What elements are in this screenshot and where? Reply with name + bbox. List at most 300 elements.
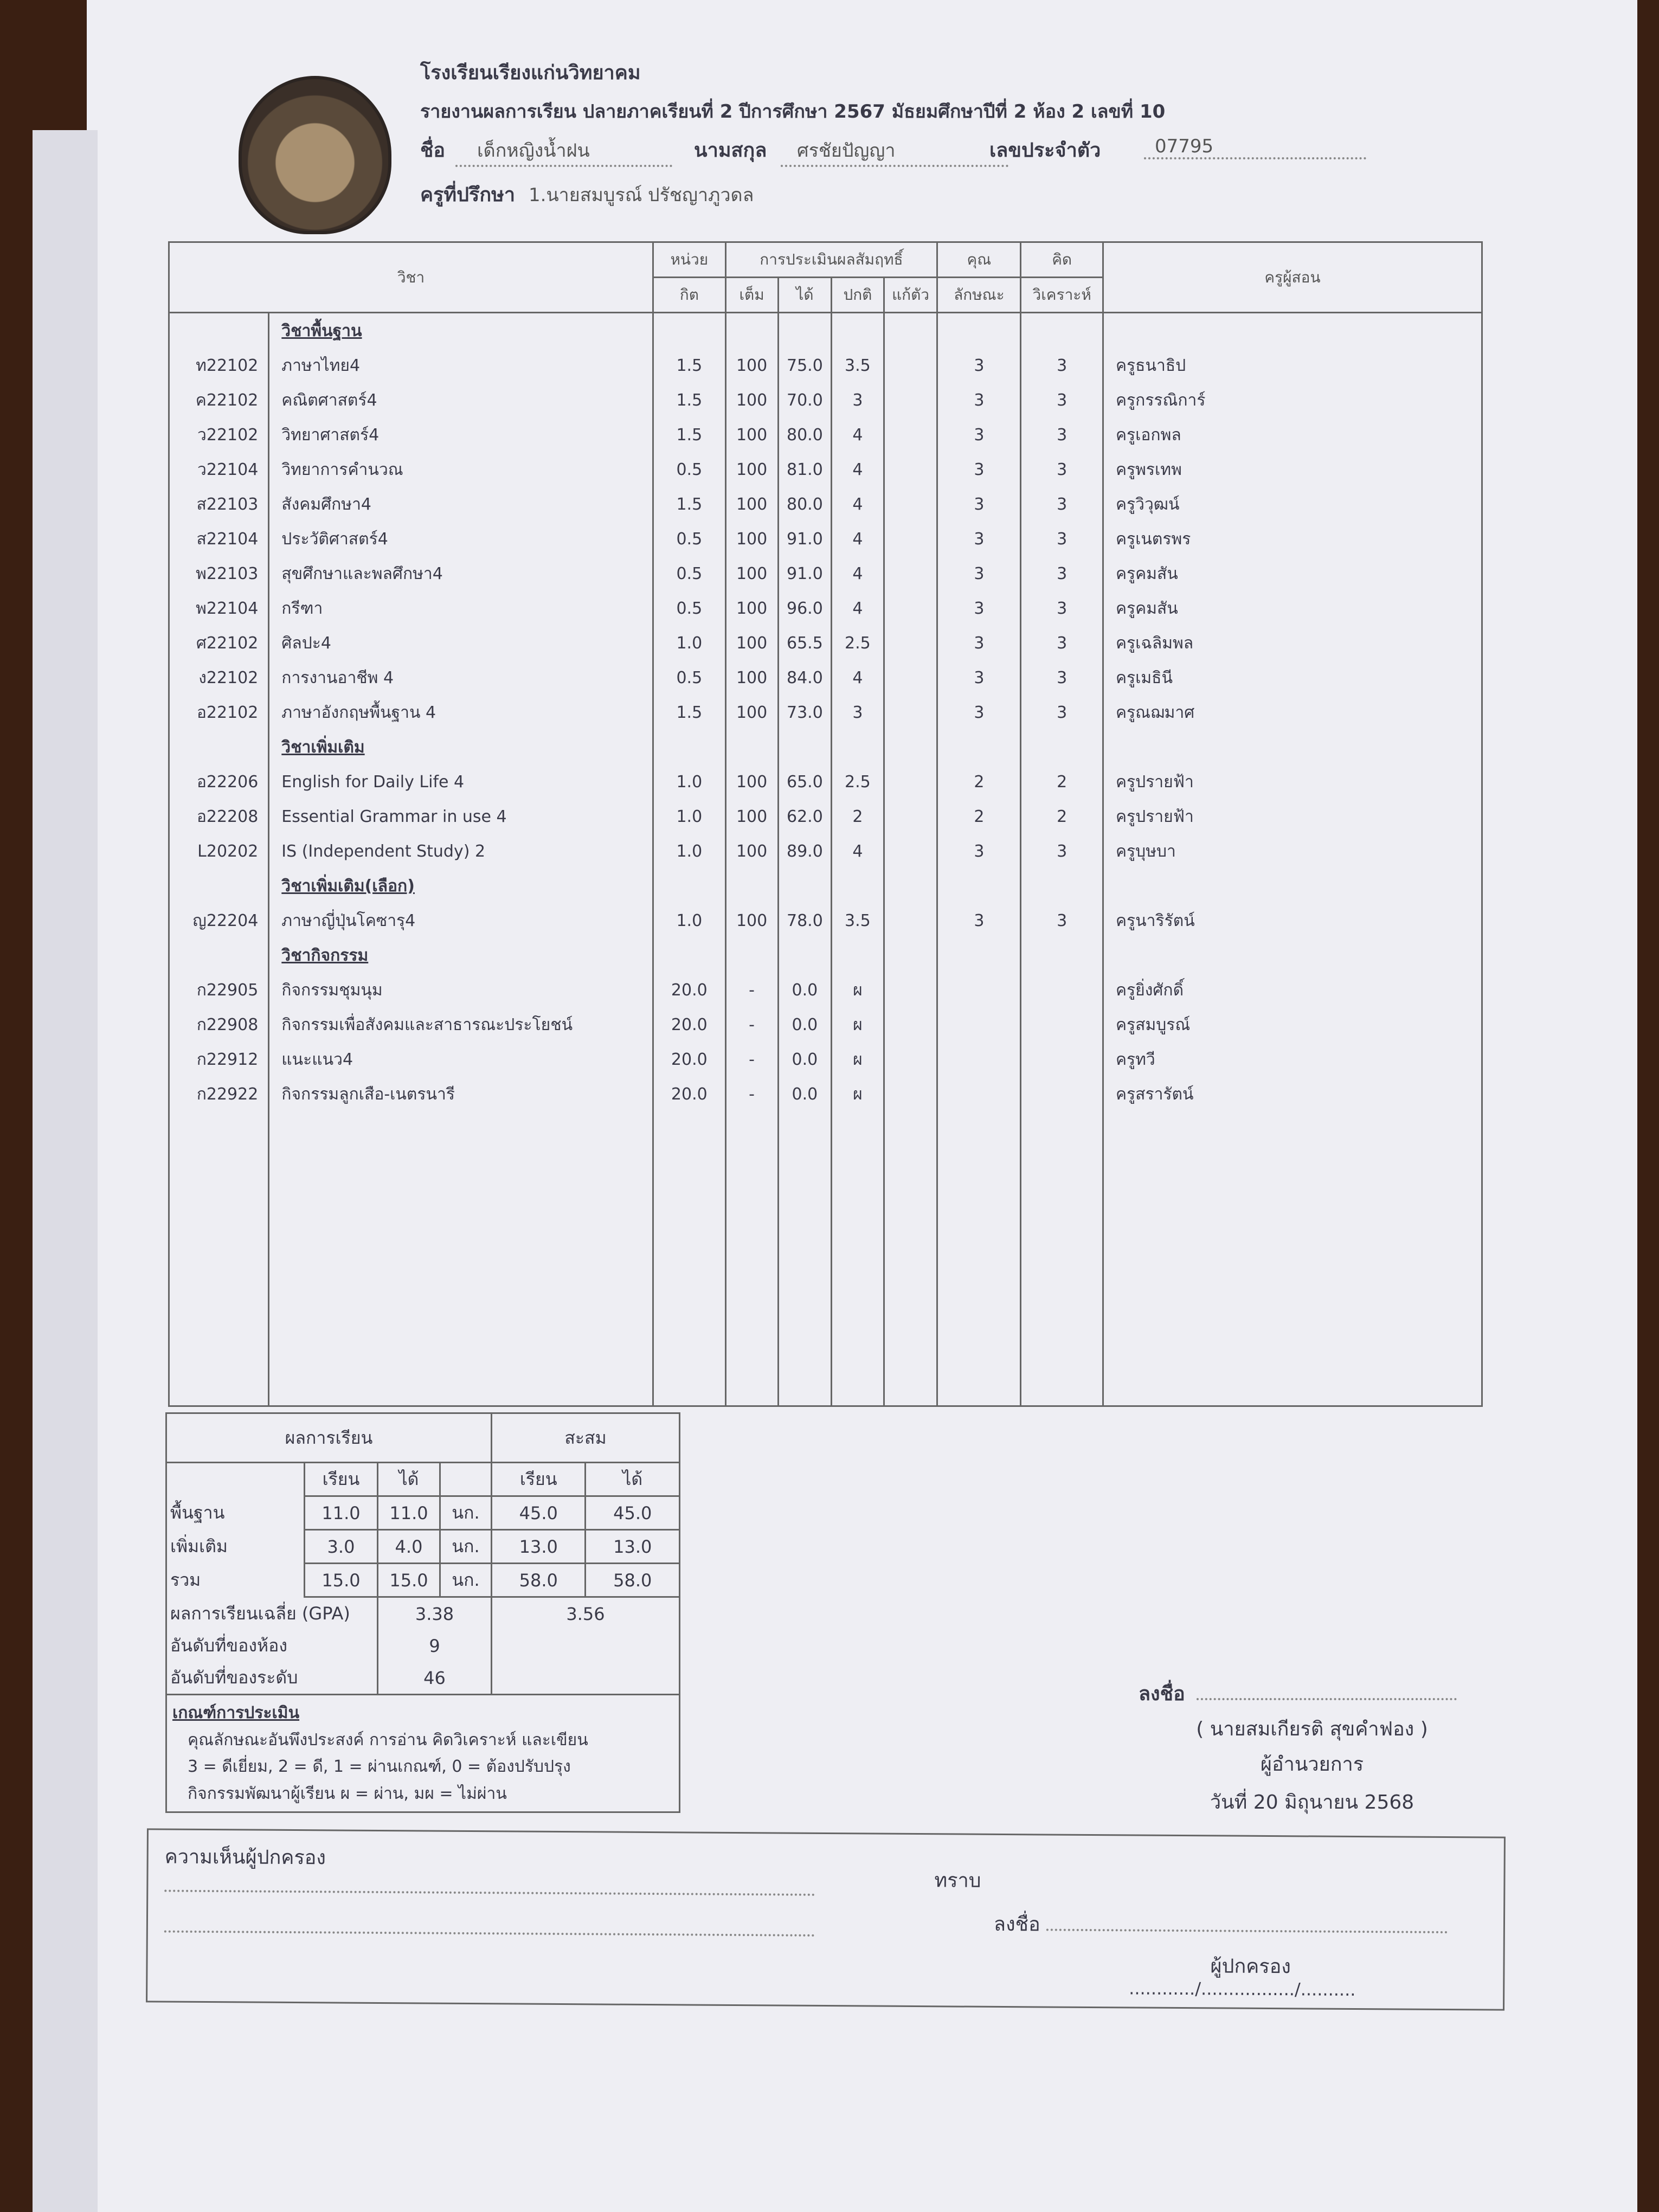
cell-grade: 4 [832, 452, 884, 487]
teacher-name: ครูเฉลิมพล [1103, 626, 1482, 660]
cell-full: - [725, 973, 778, 1007]
cell-got: 91.0 [778, 522, 831, 556]
cell-think [1021, 1042, 1103, 1077]
subject-name: กรีฑา [269, 591, 653, 626]
criteria-title: เกณฑ์การประเมิน [172, 1703, 300, 1722]
director-sign-label: ลงชื่อ [1139, 1683, 1185, 1705]
table-row [169, 764, 1482, 799]
cell-grade: ผ [832, 973, 884, 1007]
cell-credit: 20.0 [653, 1007, 725, 1042]
col-char-2: ลักษณะ [937, 278, 1021, 313]
cell-got: 0.0 [778, 1042, 831, 1077]
empty-cell [725, 313, 778, 349]
empty-cell [653, 938, 725, 973]
teacher-name: ครูนาริรัตน์ [1103, 903, 1482, 938]
table-row [169, 973, 1482, 1007]
cell-remedial [884, 834, 937, 869]
summary-got: 4.0 [378, 1530, 440, 1564]
cell-got: 0.0 [778, 973, 831, 1007]
summary-row [166, 1564, 680, 1597]
cell-grade: 4 [832, 834, 884, 869]
section-spacer [169, 869, 269, 903]
summary-row-label: เพิ่มเติม [166, 1530, 305, 1564]
empty-cell [832, 730, 884, 764]
cell-think [1021, 1007, 1103, 1042]
cell-got: 81.0 [778, 452, 831, 487]
cell-grade: ผ [832, 1042, 884, 1077]
table-row [169, 417, 1482, 452]
grades-table [168, 241, 1483, 1407]
teacher-name: ครูธนาธิป [1103, 348, 1482, 383]
cell-full: 100 [725, 660, 778, 695]
summary-acc_got: 13.0 [586, 1530, 680, 1564]
filler-cell [169, 1111, 269, 1406]
subject-code: อ22102 [169, 695, 269, 730]
empty-cell [832, 313, 884, 349]
subject-name: ภาษาไทย4 [269, 348, 653, 383]
summary-unit: นก. [440, 1530, 492, 1564]
cell-full: 100 [725, 522, 778, 556]
name-label: ชื่อ [420, 139, 446, 162]
cell-credit: 20.0 [653, 973, 725, 1007]
subject-code: อ22208 [169, 799, 269, 834]
cell-char: 2 [937, 764, 1021, 799]
empty-cell [1021, 730, 1103, 764]
col-credit: หน่วย [653, 242, 725, 278]
criteria-line-3: กิจกรรมพัฒนาผู้เรียน ผ = ผ่าน, มผ = ไม่ผ่าน [188, 1784, 507, 1803]
subject-name: กิจกรรมลูกเสือ-เนตรนารี [269, 1077, 653, 1111]
cell-remedial [884, 1077, 937, 1111]
cell-think: 3 [1021, 695, 1103, 730]
criteria-line-2: 3 = ดีเยี่ยม, 2 = ดี, 1 = ผ่านเกณฑ์, 0 = ต้องปรับปรุง [188, 1757, 571, 1776]
cell-grade: 4 [832, 660, 884, 695]
subject-code: พ22104 [169, 591, 269, 626]
cell-credit: 0.5 [653, 556, 725, 591]
cell-grade: 4 [832, 487, 884, 522]
cell-got: 70.0 [778, 383, 831, 417]
table-row [169, 1007, 1482, 1042]
school-name: โรงเรียนเรียงแก่นวิทยาคม [420, 62, 641, 84]
cell-got: 80.0 [778, 487, 831, 522]
section-spacer [169, 938, 269, 973]
advisor-label: ครูที่ปรึกษา [420, 184, 516, 206]
empty-cell [653, 869, 725, 903]
section-row [169, 313, 1482, 349]
col-subject: วิชา [169, 242, 653, 313]
advisor-name: 1.นายสมบูรณ์ ปรัชญาภูวดล [529, 184, 754, 206]
subject-name: สังคมศึกษา4 [269, 487, 653, 522]
cell-got: 65.0 [778, 764, 831, 799]
subject-code: ก22912 [169, 1042, 269, 1077]
col-think-2: วิเคราะห์ [1021, 278, 1103, 313]
parent-title: ผู้ปกครอง [1210, 1955, 1291, 1978]
opinion-line-2[interactable] [164, 1931, 815, 1937]
cell-think: 3 [1021, 487, 1103, 522]
empty-cell [778, 313, 831, 349]
empty-cell [725, 869, 778, 903]
cell-char: 3 [937, 556, 1021, 591]
subject-name: วิทยาศาสตร์4 [269, 417, 653, 452]
cell-full: 100 [725, 626, 778, 660]
cell-got: 84.0 [778, 660, 831, 695]
cell-full: 100 [725, 417, 778, 452]
table-row [169, 556, 1482, 591]
empty-cell [653, 730, 725, 764]
level-rank: 46 [378, 1662, 492, 1695]
cell-char [937, 973, 1021, 1007]
filler-cell [269, 1111, 653, 1406]
cell-char: 3 [937, 348, 1021, 383]
cell-got: 65.5 [778, 626, 831, 660]
cell-credit: 1.5 [653, 695, 725, 730]
summary-got-header: ได้ [378, 1463, 440, 1496]
subject-name: กิจกรรมชุมนุม [269, 973, 653, 1007]
empty-cell [884, 869, 937, 903]
cell-think: 2 [1021, 764, 1103, 799]
cell-remedial [884, 764, 937, 799]
col-got: ได้ [778, 278, 831, 313]
table-row [169, 452, 1482, 487]
cell-credit: 1.0 [653, 626, 725, 660]
cell-think: 3 [1021, 522, 1103, 556]
col-char: คุณ [937, 242, 1021, 278]
student-id: 07795 [1144, 136, 1366, 159]
teacher-name: ครูเอกพล [1103, 417, 1482, 452]
summary-row [166, 1530, 680, 1564]
cell-think [1021, 1077, 1103, 1111]
cell-credit: 1.5 [653, 417, 725, 452]
cell-char: 3 [937, 626, 1021, 660]
cell-think: 3 [1021, 903, 1103, 938]
subject-name: สุขศึกษาและพลศึกษา4 [269, 556, 653, 591]
cell-full: 100 [725, 348, 778, 383]
col-assessment: การประเมินผลสัมฤทธิ์ [725, 242, 937, 278]
summary-table [165, 1412, 680, 1813]
summary-study: 15.0 [305, 1564, 378, 1597]
cell-grade: 2 [832, 799, 884, 834]
subject-name: แนะแนว4 [269, 1042, 653, 1077]
cell-got: 96.0 [778, 591, 831, 626]
filler-cell [832, 1111, 884, 1406]
cell-grade: 3 [832, 695, 884, 730]
subject-code: ว22104 [169, 452, 269, 487]
empty-cell [1021, 869, 1103, 903]
col-think: คิด [1021, 242, 1103, 278]
school-logo-emblem [239, 76, 391, 234]
cell-char [937, 1042, 1021, 1077]
cell-char: 3 [937, 695, 1021, 730]
teacher-name: ครูสมบูรณ์ [1103, 1007, 1482, 1042]
subject-name: ประวัติศาสตร์4 [269, 522, 653, 556]
cell-remedial [884, 591, 937, 626]
section-row [169, 869, 1482, 903]
cell-credit: 1.0 [653, 834, 725, 869]
subject-code: ค22102 [169, 383, 269, 417]
subject-name: การงานอาชีพ 4 [269, 660, 653, 695]
summary-acc-study-header: เรียน [492, 1463, 586, 1496]
cell-grade: ผ [832, 1077, 884, 1111]
cell-credit: 1.0 [653, 764, 725, 799]
parent-sign-line[interactable] [994, 1908, 1448, 1942]
empty-cell [1103, 869, 1482, 903]
cell-full: 100 [725, 556, 778, 591]
cell-remedial [884, 383, 937, 417]
col-teacher: ครูผู้สอน [1103, 242, 1482, 313]
teacher-name: ครูกรรณิการ์ [1103, 383, 1482, 417]
empty-cell [653, 313, 725, 349]
cell-full: 100 [725, 591, 778, 626]
filler-cell [1021, 1111, 1103, 1406]
cell-remedial [884, 799, 937, 834]
cell-remedial [884, 556, 937, 591]
cell-char: 3 [937, 487, 1021, 522]
subject-name: ภาษาญี่ปุ่นโคซารุ4 [269, 903, 653, 938]
empty-cell [1103, 938, 1482, 973]
cell-credit: 0.5 [653, 660, 725, 695]
empty-cell [1103, 313, 1482, 349]
cell-think: 3 [1021, 417, 1103, 452]
cell-got: 91.0 [778, 556, 831, 591]
summary-unit: นก. [440, 1564, 492, 1597]
table-row [169, 383, 1482, 417]
empty-cell [778, 730, 831, 764]
gpa-label: ผลการเรียนเฉลี่ย (GPA) [166, 1597, 378, 1630]
cell-full: 100 [725, 764, 778, 799]
cell-got: 78.0 [778, 903, 831, 938]
cell-full: 100 [725, 799, 778, 834]
report-date: วันที่ 20 มิถุนายน 2568 [1210, 1791, 1414, 1814]
section-row [169, 938, 1482, 973]
section-row [169, 730, 1482, 764]
cell-char: 3 [937, 660, 1021, 695]
teacher-name: ครูวิวุฒน์ [1103, 487, 1482, 522]
cell-think: 3 [1021, 591, 1103, 626]
empty-cell [832, 938, 884, 973]
cell-grade: 4 [832, 522, 884, 556]
summary-acc_study: 13.0 [492, 1530, 586, 1564]
surname-label: นามสกุล [694, 139, 767, 162]
cell-full: 100 [725, 487, 778, 522]
empty-cell [778, 869, 831, 903]
cell-char: 3 [937, 834, 1021, 869]
cell-grade: 3.5 [832, 348, 884, 383]
cell-credit: 0.5 [653, 522, 725, 556]
cell-char [937, 1007, 1021, 1042]
table-row [169, 1077, 1482, 1111]
filler-cell [725, 1111, 778, 1406]
teacher-name: ครูยิ่งศักดิ์ [1103, 973, 1482, 1007]
subject-name: Essential Grammar in use 4 [269, 799, 653, 834]
cell-got: 89.0 [778, 834, 831, 869]
parent-opinion-label: ความเห็นผู้ปกครอง [164, 1846, 326, 1869]
col-credit-2: กิต [653, 278, 725, 313]
cell-credit: 0.5 [653, 452, 725, 487]
cell-think: 3 [1021, 348, 1103, 383]
section-title: วิชากิจกรรม [269, 938, 653, 973]
cell-char: 3 [937, 522, 1021, 556]
empty-cell [884, 938, 937, 973]
subject-code: ส22103 [169, 487, 269, 522]
cell-credit: 0.5 [653, 591, 725, 626]
subject-code: L20202 [169, 834, 269, 869]
gpa-accum: 3.56 [492, 1597, 680, 1630]
cell-remedial [884, 522, 937, 556]
teacher-name: ครูเนตรพร [1103, 522, 1482, 556]
cell-remedial [884, 1007, 937, 1042]
cell-full: 100 [725, 695, 778, 730]
cell-think [1021, 973, 1103, 1007]
summary-acc_got: 58.0 [586, 1564, 680, 1597]
cell-think: 2 [1021, 799, 1103, 834]
cell-char: 3 [937, 591, 1021, 626]
class-rank-label: อันดับที่ของห้อง [166, 1630, 378, 1662]
cell-grade: ผ [832, 1007, 884, 1042]
cell-think: 3 [1021, 834, 1103, 869]
summary-study: 11.0 [305, 1496, 378, 1530]
cell-grade: 4 [832, 417, 884, 452]
table-row [169, 1042, 1482, 1077]
cell-char: 2 [937, 799, 1021, 834]
cell-char: 3 [937, 452, 1021, 487]
subject-code: ง22102 [169, 660, 269, 695]
subject-code: ส22104 [169, 522, 269, 556]
subject-name: วิทยาการคำนวณ [269, 452, 653, 487]
director-sign-line [1139, 1678, 1457, 1709]
cell-got: 75.0 [778, 348, 831, 383]
cell-credit: 20.0 [653, 1077, 725, 1111]
director-name: ( นายสมเกียรติ สุขคำฟอง ) [1196, 1718, 1428, 1740]
teacher-name: ครูเมธินี [1103, 660, 1482, 695]
parent-opinion-box [146, 1828, 1506, 2010]
summary-study: 3.0 [305, 1530, 378, 1564]
section-title: วิชาเพิ่มเติม [269, 730, 653, 764]
cell-got: 73.0 [778, 695, 831, 730]
subject-code: ศ22102 [169, 626, 269, 660]
teacher-name: ครูณฌมาศ [1103, 695, 1482, 730]
cell-think: 3 [1021, 383, 1103, 417]
table-row [169, 903, 1482, 938]
cell-think: 3 [1021, 626, 1103, 660]
summary-study-header: เรียน [305, 1463, 378, 1496]
cell-remedial [884, 348, 937, 383]
cell-think: 3 [1021, 556, 1103, 591]
summary-unit: นก. [440, 1496, 492, 1530]
summary-accum-header: สะสม [492, 1413, 680, 1463]
level-rank-label: อันดับที่ของระดับ [166, 1662, 378, 1695]
subject-code: ท22102 [169, 348, 269, 383]
empty-cell [937, 730, 1021, 764]
teacher-name: ครูปรายฟ้า [1103, 764, 1482, 799]
cell-remedial [884, 452, 937, 487]
table-row [169, 695, 1482, 730]
empty-cell [937, 938, 1021, 973]
subject-name: IS (Independent Study) 2 [269, 834, 653, 869]
cell-full: - [725, 1007, 778, 1042]
subject-name: ศิลปะ4 [269, 626, 653, 660]
col-normal: ปกติ [832, 278, 884, 313]
table-row [169, 626, 1482, 660]
cell-remedial [884, 626, 937, 660]
col-remedial: แก้ตัว [884, 278, 937, 313]
cell-grade: 4 [832, 591, 884, 626]
cell-credit: 1.5 [653, 348, 725, 383]
cell-char: 3 [937, 903, 1021, 938]
empty-cell [884, 730, 937, 764]
subject-code: ญ22204 [169, 903, 269, 938]
cell-char: 3 [937, 417, 1021, 452]
empty-cell [1021, 938, 1103, 973]
director-title: ผู้อำนวยการ [1260, 1753, 1364, 1776]
summary-got: 15.0 [378, 1564, 440, 1597]
opinion-line-1[interactable] [164, 1890, 815, 1896]
teacher-name: ครูสรารัตน์ [1103, 1077, 1482, 1111]
section-spacer [169, 313, 269, 349]
empty-cell [1021, 313, 1103, 349]
gpa-value: 3.38 [378, 1597, 492, 1630]
subject-code: ก22922 [169, 1077, 269, 1111]
parent-date-blank[interactable]: ............/................./.......... [1129, 1978, 1356, 2000]
cell-think: 3 [1021, 660, 1103, 695]
empty-cell [1103, 730, 1482, 764]
cell-remedial [884, 695, 937, 730]
table-row [169, 522, 1482, 556]
cell-full: - [725, 1077, 778, 1111]
table-row [169, 348, 1482, 383]
teacher-name: ครูบุษบา [1103, 834, 1482, 869]
section-title: วิชาเพิ่มเติม(เลือก) [269, 869, 653, 903]
empty-cell [778, 938, 831, 973]
cell-grade: 2.5 [832, 626, 884, 660]
cell-full: 100 [725, 903, 778, 938]
table-row [169, 660, 1482, 695]
class-rank: 9 [378, 1630, 492, 1662]
summary-acc-got-header: ได้ [586, 1463, 680, 1496]
empty-cell [937, 869, 1021, 903]
filler-cell [884, 1111, 937, 1406]
cell-remedial [884, 417, 937, 452]
parent-ack: ทราบ [934, 1869, 981, 1892]
paper-stack-edge [33, 130, 98, 2212]
subject-code: ก22905 [169, 973, 269, 1007]
cell-got: 80.0 [778, 417, 831, 452]
cell-full: 100 [725, 383, 778, 417]
empty-cell [832, 869, 884, 903]
cell-grade: 3.5 [832, 903, 884, 938]
cell-credit: 1.5 [653, 383, 725, 417]
teacher-name: ครูพรเทพ [1103, 452, 1482, 487]
criteria-line-1: คุณลักษณะอันพึงประสงค์ การอ่าน คิดวิเคราะห์ และเขียน [188, 1730, 588, 1750]
cell-credit: 1.0 [653, 903, 725, 938]
filler-cell [1103, 1111, 1482, 1406]
section-spacer [169, 730, 269, 764]
subject-code: พ22103 [169, 556, 269, 591]
table-row [169, 591, 1482, 626]
empty-cell [884, 313, 937, 349]
summary-row [166, 1496, 680, 1530]
id-label: เลขประจำตัว [989, 139, 1101, 162]
cell-char [937, 1077, 1021, 1111]
summary-results-header: ผลการเรียน [166, 1413, 492, 1463]
filler-cell [778, 1111, 831, 1406]
summary-acc_got: 45.0 [586, 1496, 680, 1530]
table-row [169, 487, 1482, 522]
summary-got: 11.0 [378, 1496, 440, 1530]
cell-credit: 1.0 [653, 799, 725, 834]
cell-grade: 2.5 [832, 764, 884, 799]
empty-cell [937, 313, 1021, 349]
table-row [169, 799, 1482, 834]
subject-name: กิจกรรมเพื่อสังคมและสาธารณะประโยชน์ [269, 1007, 653, 1042]
